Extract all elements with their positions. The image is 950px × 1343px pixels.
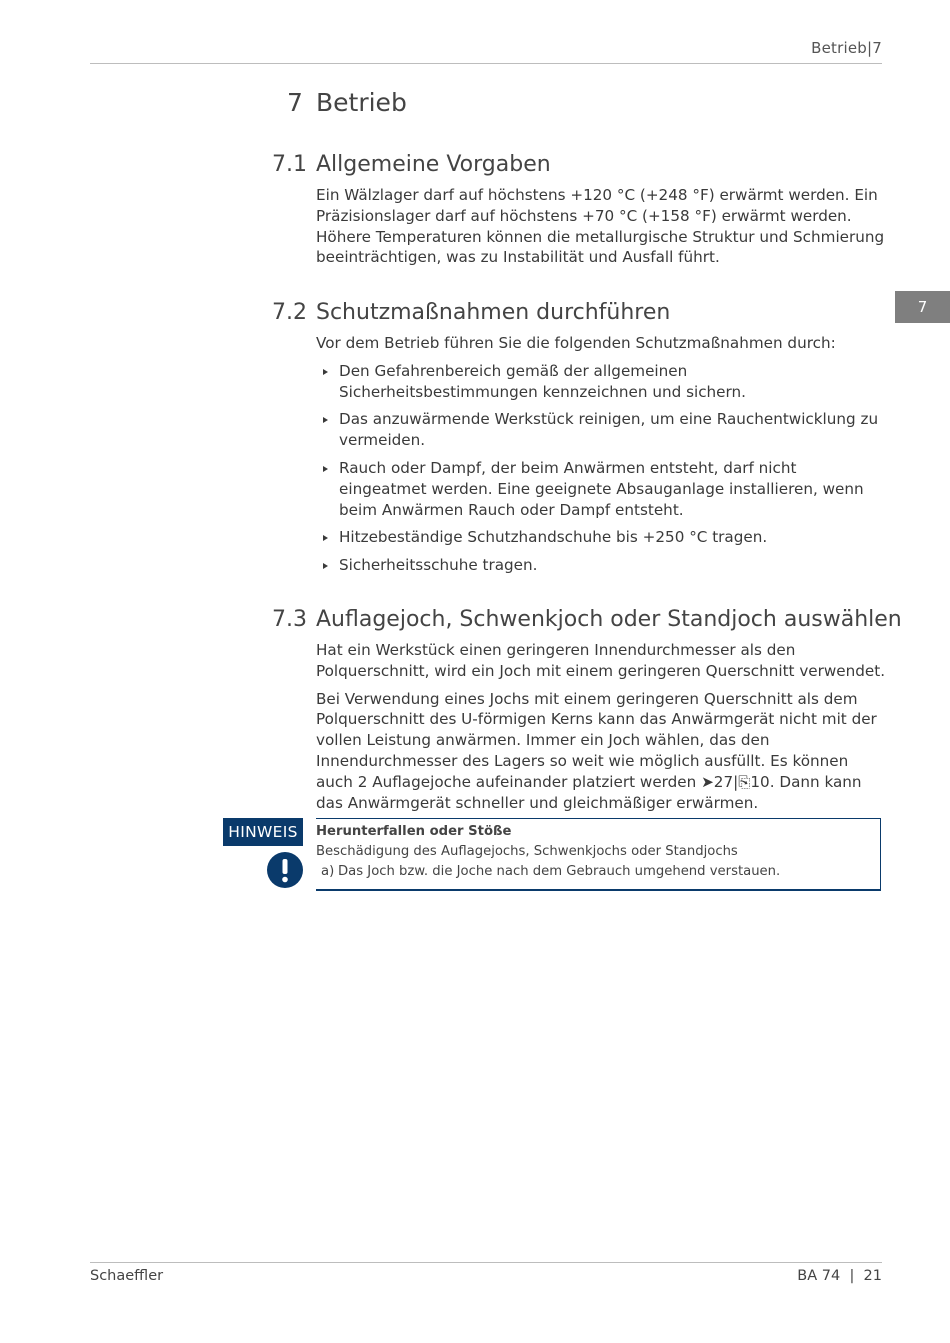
running-head: Betrieb|7 [811, 39, 882, 57]
list-item [316, 409, 886, 451]
list-item [316, 555, 886, 576]
list-item-text: Rauch oder Dampf, der beim Anwärmen entsteht, darf nicht eingeatmet werden. Eine geeignete Absauganlage installieren, wenn beim Anwärmen Rauch oder Dampf entsteht. [339, 458, 864, 519]
chapter-side-tab: 7 [895, 291, 950, 323]
step-text: Das Joch bzw. die Joche nach dem Gebrauch umgehend verstauen. [338, 864, 781, 879]
list-item-text: Hitzebeständige Schutzhandschuhe bis +250 °C tragen. [339, 528, 768, 547]
section-body [316, 333, 886, 583]
chapter-number: 7 [287, 88, 303, 117]
footer-brand: Schaeffler [90, 1268, 164, 1284]
list-item [316, 527, 886, 548]
list-item [316, 361, 886, 403]
notice-step [316, 862, 880, 882]
chapter-title: Betrieb [316, 88, 407, 117]
paragraph: Ein Wälzlager darf auf höchstens +120 °C (+248 °F) erwärmt werden. Ein Präzisionslager darf auf höchstens +70 °C (+158 °F) erwärmt werden. Höhere Temperaturen können die metallurgische Struktur und Schmierung beeinträchtigen, was zu Instabilität und Ausfall führt. [316, 186, 885, 267]
bullet-triangle-icon [323, 466, 328, 472]
section-title: Auflagejoch, Schwenkjoch oder Standjoch auswählen [316, 607, 902, 632]
list-item-text: Das anzuwärmende Werkstück reinigen, um eine Rauchentwicklung zu vermeiden. [339, 410, 879, 450]
section-title: Allgemeine Vorgaben [316, 152, 551, 177]
section-number: 7.3 [272, 607, 307, 632]
step-label: a) [321, 864, 335, 879]
notice-title: Herunterfallen oder Stöße [316, 824, 512, 839]
notice-badge: HINWEIS [223, 818, 303, 846]
bullet-triangle-icon [323, 535, 328, 541]
exclamation-circle-icon [266, 851, 304, 889]
paragraph: Bei Verwendung eines Jochs mit einem geringeren Querschnitt als dem Polquerschnitt des U-förmigen Kerns kann das Anwärmgerät nicht mit der vollen Leistung anwärmen. Immer ein Joch wählen, das den Innendurchmesser des Lagers so weit wie möglich ausfüllt. Es können auch 2 Auflagejoche aufeinander platziert werden ➤27|⎘10. Dann kann das Anwärmgerät schneller und gleichmäßiger erwärmen. [316, 689, 877, 812]
header-rule [90, 63, 882, 64]
bullet-list [316, 361, 886, 576]
footer-rule [90, 1262, 882, 1263]
bullet-triangle-icon [323, 369, 328, 375]
list-item-text: Den Gefahrenbereich gemäß der allgemeinen Sicherheitsbestimmungen kennzeichnen und sichern. [339, 361, 746, 401]
bullet-triangle-icon [323, 417, 328, 423]
section-number: 7.2 [272, 300, 307, 325]
section-title: Schutzmaßnahmen durchführen [316, 300, 671, 325]
footer-page-number: BA 74 | 21 [797, 1268, 882, 1284]
bullet-triangle-icon [323, 563, 328, 569]
notice-box [316, 818, 881, 891]
paragraph: Vor dem Betrieb führen Sie die folgenden Schutzmaßnahmen durch: [316, 334, 836, 352]
notice-consequence: Beschädigung des Auflagejochs, Schwenkjochs oder Standjochs [316, 844, 738, 859]
list-item [316, 458, 886, 520]
list-item-text: Sicherheitsschuhe tragen. [339, 556, 538, 575]
section-body [316, 185, 886, 275]
section-number: 7.1 [272, 152, 307, 177]
paragraph: Hat ein Werkstück einen geringeren Innendurchmesser als den Polquerschnitt, wird ein Joch mit einem geringeren Querschnitt verwendet. [316, 641, 886, 680]
section-body [316, 640, 886, 820]
